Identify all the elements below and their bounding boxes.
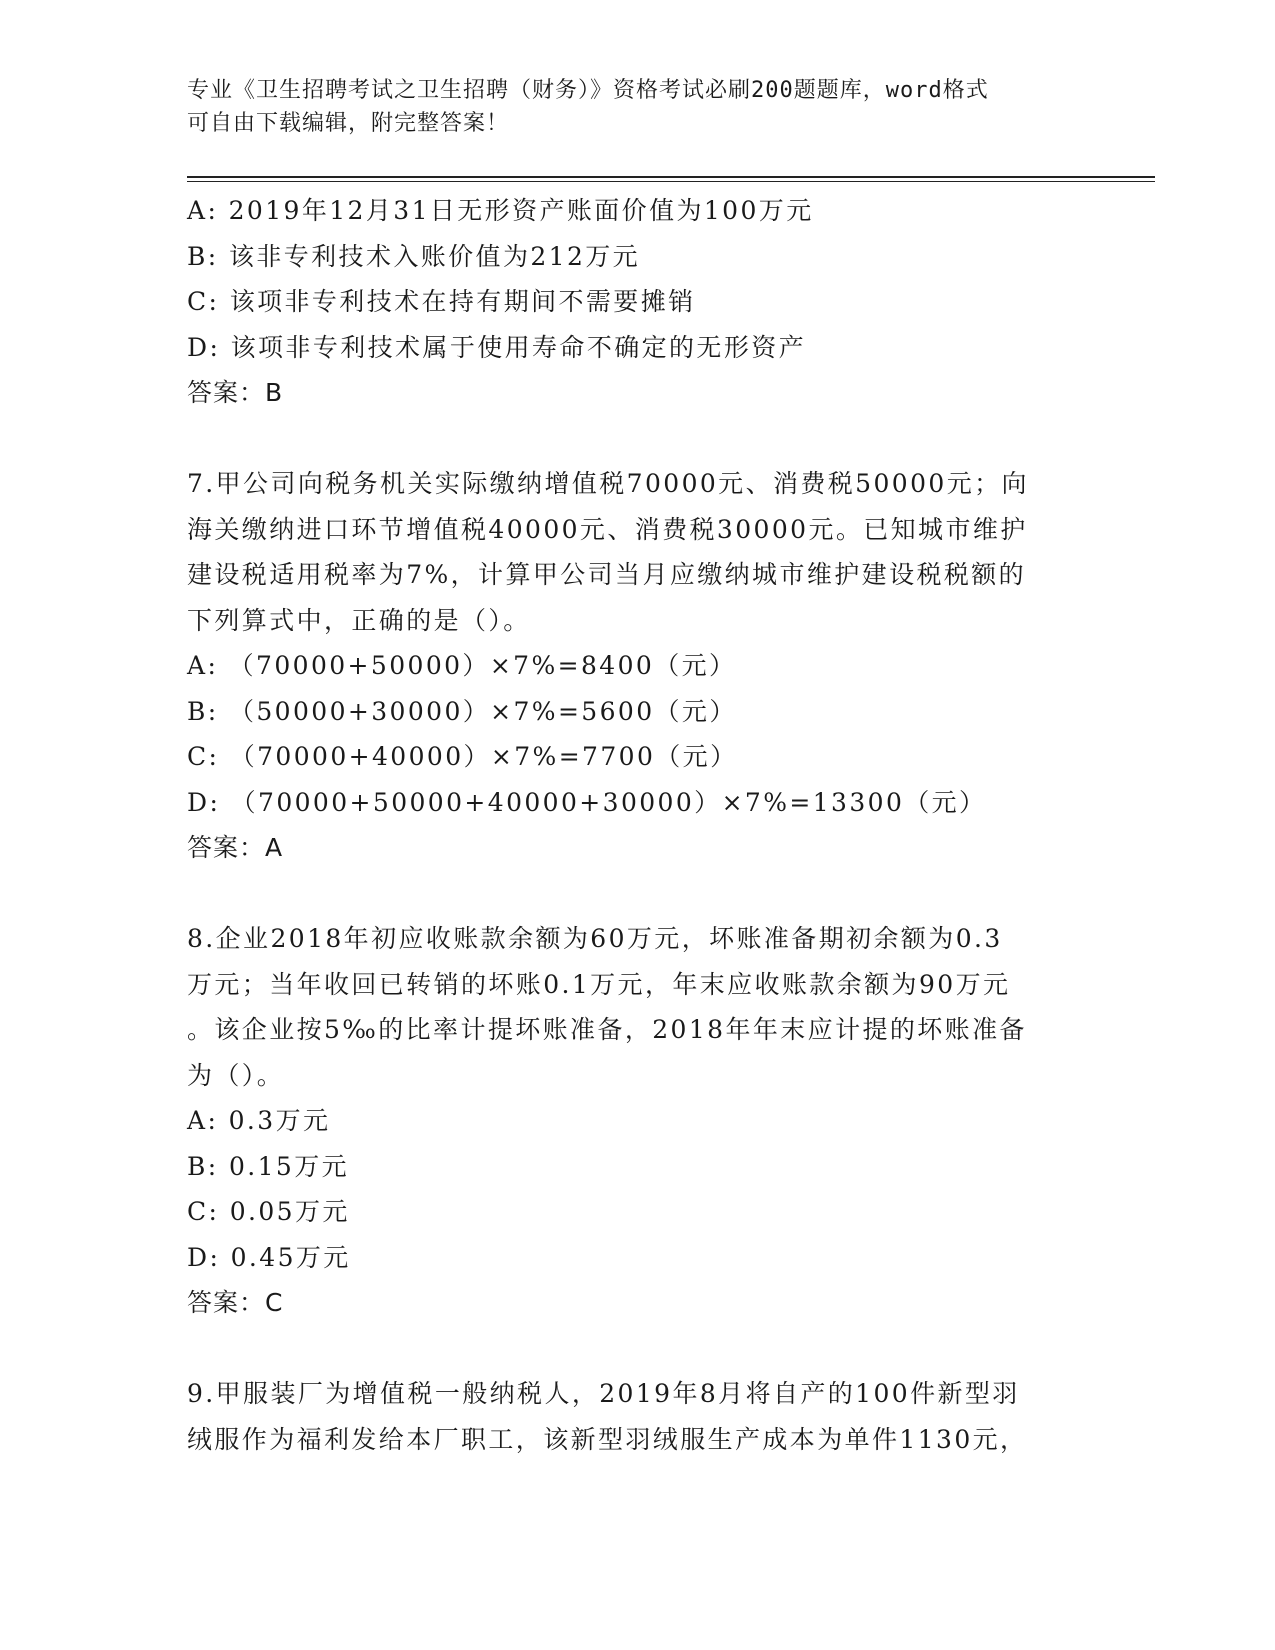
document-header <box>187 74 1087 140</box>
header-rule-thin <box>187 181 1155 182</box>
option-a: A: 0.3万元 <box>187 1106 331 1135</box>
option-b: B: （50000+30000）×7%=5600（元） <box>187 696 737 726</box>
question-stem-line: 海关缴纳进口环节增值税40000元、消费税30000元。已知城市维护 <box>187 514 1028 544</box>
answer: 答案：C <box>187 1288 284 1317</box>
header-line-1: 专业《卫生招聘考试之卫生招聘（财务）》资格考试必刷200题题库，word格式 <box>187 78 989 103</box>
question-6 <box>187 188 1077 416</box>
question-stem-line: 下列算式中，正确的是（）。 <box>187 605 531 635</box>
spacer <box>187 1326 1077 1372</box>
header-line-2: 可自由下载编辑，附完整答案！ <box>187 111 510 136</box>
option-d: D: （70000+50000+40000+30000）×7%=13300（元） <box>187 787 987 817</box>
question-stem-line: 9.甲服装厂为增值税一般纳税人，2019年8月将自产的100件新型羽 <box>187 1379 1020 1408</box>
question-9 <box>187 1371 1077 1462</box>
option-b: B: 0.15万元 <box>187 1151 350 1181</box>
question-stem-line: 为（）。 <box>187 1060 285 1090</box>
question-stem-line: 7.甲公司向税务机关实际缴纳增值税70000元、消费税50000元；向 <box>187 469 1029 498</box>
option-c: C: （70000+40000）×7%=7700（元） <box>187 742 738 771</box>
question-8 <box>187 916 1077 1326</box>
question-stem-line: 。该企业按5‰的比率计提坏账准备，2018年年末应计提的坏账准备 <box>187 1015 1027 1044</box>
option-c: C: 0.05万元 <box>187 1197 350 1226</box>
question-stem-line: 绒服作为福利发给本厂职工，该新型羽绒服生产成本为单件1130元， <box>187 1424 1028 1454</box>
question-stem-line: 建设税适用税率为7%，计算甲公司当月应缴纳城市维护建设税税额的 <box>187 560 1027 589</box>
question-7 <box>187 461 1077 871</box>
question-stem-line: 万元；当年收回已转销的坏账0.1万元，年末应收账款余额为90万元 <box>187 969 1011 999</box>
option-a: A: （70000+50000）×7%=8400（元） <box>187 651 737 680</box>
question-stem-line: 8.企业2018年初应收账款余额为60万元，坏账准备期初余额为0.3 <box>187 924 1003 953</box>
header-rule-thick <box>187 176 1155 178</box>
spacer <box>187 416 1077 462</box>
answer: 答案：B <box>187 378 284 407</box>
option-d: D: 该项非专利技术属于使用寿命不确定的无形资产 <box>187 332 807 362</box>
document-body <box>187 188 1077 1462</box>
option-b: B: 该非专利技术入账价值为212万元 <box>187 241 641 271</box>
option-a: A: 2019年12月31日无形资产账面价值为100万元 <box>187 196 814 225</box>
option-d: D: 0.45万元 <box>187 1242 351 1272</box>
spacer <box>187 871 1077 917</box>
option-c: C: 该项非专利技术在持有期间不需要摊销 <box>187 287 696 316</box>
answer: 答案：A <box>187 833 284 862</box>
